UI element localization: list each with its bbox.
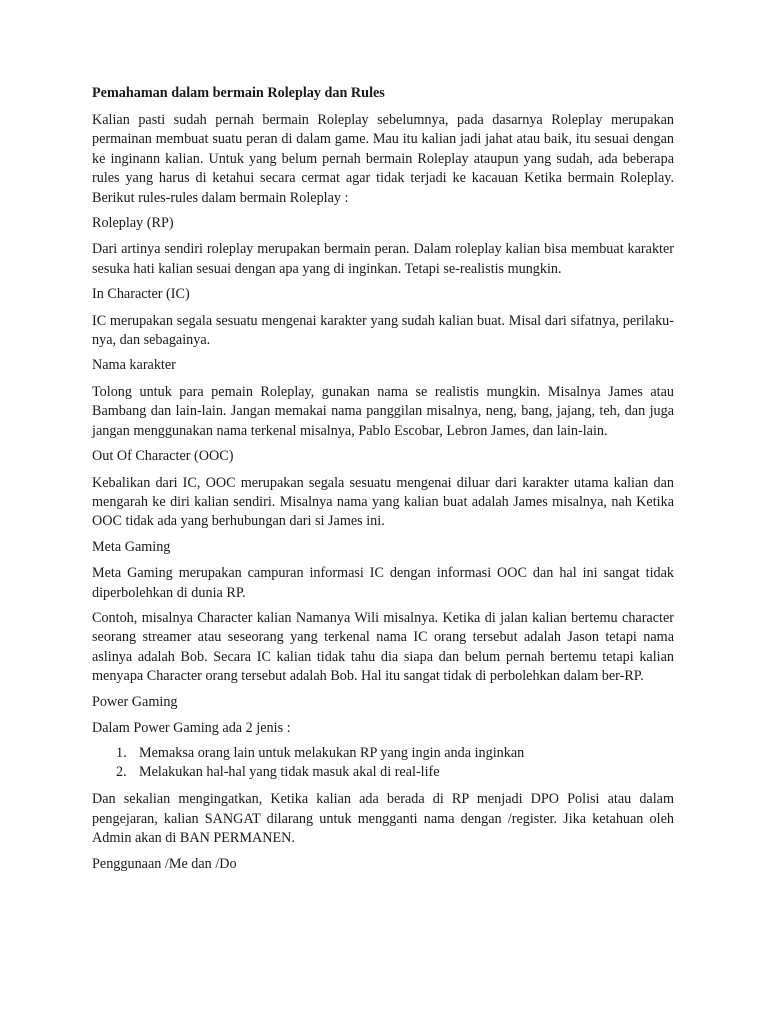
section-paragraph-in-character: IC merupakan segala sesuatu mengenai karakter yang sudah kalian buat. Misal dari sifatnya, perilaku-nya, dan sebagainya.: [92, 312, 674, 349]
section-heading-roleplay: Roleplay (RP): [92, 215, 174, 232]
section-heading-me-do: Penggunaan /Me dan /Do: [92, 855, 237, 872]
document-title: Pemahaman dalam bermain Roleplay dan Rules: [92, 85, 385, 101]
list-item-number: 2.: [116, 764, 127, 781]
section-heading-nama-karakter: Nama karakter: [92, 357, 176, 374]
section-paragraph-meta-gaming: Meta Gaming merupakan campuran informasi IC dengan informasi OOC dan hal ini sangat tidak diperbolehkan di dunia RP.: [92, 565, 674, 601]
list-item-text: Memaksa orang lain untuk melakukan RP yang ingin anda inginkan: [139, 745, 525, 762]
list-item: [92, 744, 674, 763]
power-gaming-closing: Dan sekalian mengingatkan, Ketika kalian ada berada di RP menjadi DPO Polisi atau dalam pengejaran, kalian SANGAT dilarang untuk mengganti nama dengan /register. Jika ketahuan oleh Admin akan di BAN PERMANEN.: [92, 791, 674, 847]
list-item: [92, 763, 674, 782]
section-heading-meta-gaming: Meta Gaming: [92, 538, 171, 555]
power-gaming-lead: Dalam Power Gaming ada 2 jenis :: [92, 719, 291, 736]
list-item-text: Melakukan hal-hal yang tidak masuk akal di real-life: [139, 764, 440, 781]
list-item-number: 1.: [116, 745, 127, 762]
power-gaming-list: [92, 744, 674, 782]
section-paragraph-meta-gaming-example: Contoh, misalnya Character kalian Namanya Wili misalnya. Ketika di jalan kalian bertemu character seorang streamer atau seseorang yang terkenal nama IC orang tersebut adalah Jason tetapi nama aslinya adalah Bob. Secara IC kalian tidak tahu dia siapa dan belum pernah bertemu tetapi kalian menyapa Character orang tersebut adalah Bob. Hal itu sangat tidak di perbolehkan dalam ber-RP.: [92, 609, 674, 685]
intro-paragraph: Kalian pasti sudah pernah bermain Roleplay sebelumnya, pada dasarnya Roleplay merupakan permainan membuat suatu peran di dalam game. Mau itu kalian jadi jahat atau baik, itu sesuai dengan ke inginann kalian. Untuk yang belum pernah bermain Roleplay ataupun yang sudah, ada beberapa rules yang harus di ketahui secara cermat agar tidak terjadi ke kacauan Ketika bermain Roleplay. Berikut rules-rules dalam bermain Roleplay :: [92, 112, 674, 206]
section-paragraph-out-of-character: Kebalikan dari IC, OOC merupakan segala sesuatu mengenai diluar dari karakter utama kalian dan mengarah ke diri kalian sendiri. Misalnya nama yang kalian buat adalah James misalnya, nah Ketika OOC tidak ada yang berhubungan dari si James ini.: [92, 474, 674, 530]
document-page: [92, 84, 674, 881]
section-heading-power-gaming: Power Gaming: [92, 693, 178, 710]
section-heading-in-character: In Character (IC): [92, 286, 190, 303]
section-paragraph-nama-karakter: Tolong untuk para pemain Roleplay, gunakan nama se realistis mungkin. Misalnya James atau Bambang dan lain-lain. Jangan memakai nama panggilan misalnya, neng, bang, jajang, teh, dan juga jangan menggunakan nama terkenal misalnya, Pablo Escobar, Lebron James, dan lain-lain.: [92, 383, 674, 439]
section-paragraph-roleplay: Dari artinya sendiri roleplay merupakan bermain peran. Dalam roleplay kalian bisa membuat karakter sesuka hati kalian sesuai dengan apa yang di inginkan. Tetapi se-realistis mungkin.: [92, 241, 674, 277]
section-heading-out-of-character: Out Of Character (OOC): [92, 448, 234, 465]
